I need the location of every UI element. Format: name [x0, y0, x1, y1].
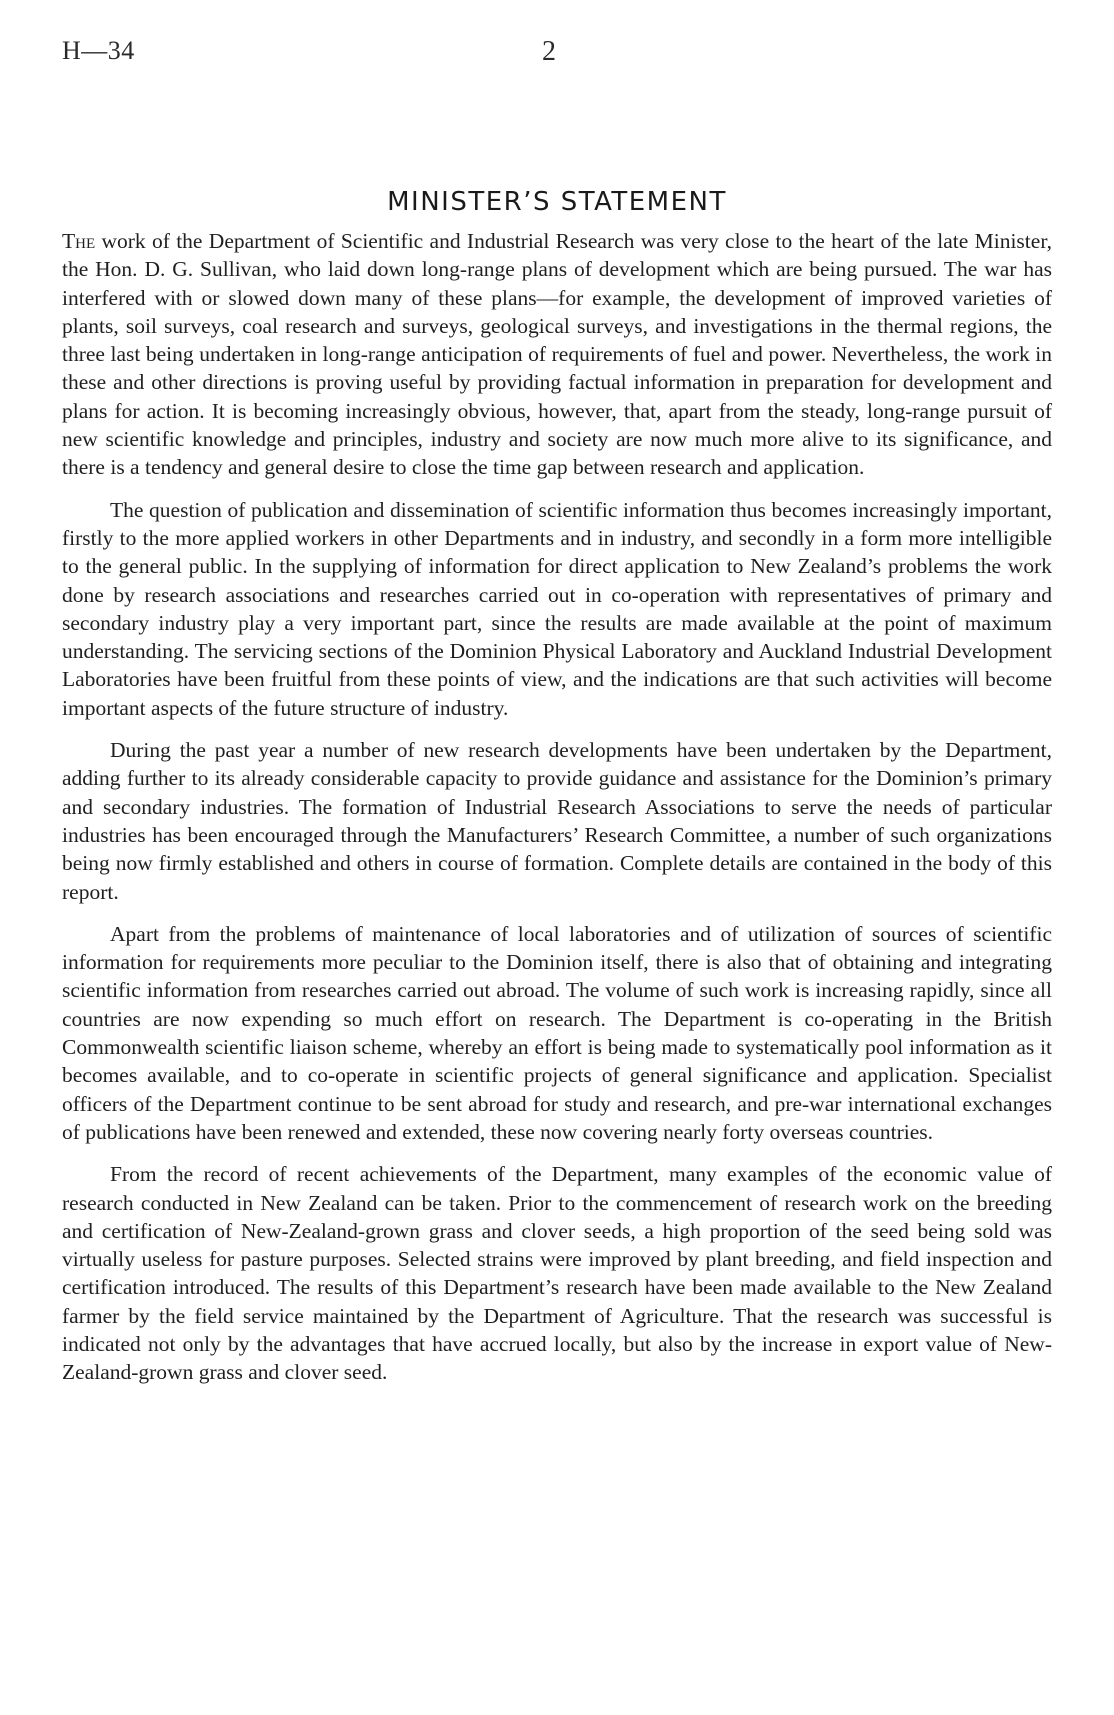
paragraph-3: During the past year a number of new research developments have been undertaken by the Department, adding further to its already considerable capacity to provide guidance and assistance for the Dominion’s primary and secondary industries. The formation of Industrial Research Associations to serve the needs of particular industries has been encouraged through the Manufacturers’ Research Committee, a number of such organizations being now firmly established and others in course of formation. Complete details are contained in the body of this report.: [62, 738, 1052, 904]
paragraph-1-text: work of the Department of Scientific and Industrial Research was very close to the heart of the late Minister, the Hon. D. G. Sullivan, who laid down long-range plans of development which are being pursued. The war has interfered with or slowed down many of these plans—for example, the development of improved varieties of plants, soil surveys, coal research and surveys, geological surveys, and investigations in the thermal regions, the three last being undertaken in long-range anticipation of requirements of fuel and power. Nevertheless, the work in these and other directions is proving useful by providing factual information in preparation for development and plans for action. It is becoming increasingly obvious, however, that, apart from the steady, long-range pursuit of new scientific knowledge and principles, industry and society are now much more alive to its significance, and there is a tendency and general desire to close the time gap between research and application.: [62, 229, 1052, 480]
paragraph-2: The question of publication and dissemination of scientific information thus becomes increasingly important, firstly to the more applied workers in other Departments and in industry, and secondly in a form more intelligible to the general public. In the supplying of information for direct application to New Zealand’s problems the work done by research associations and researches carried out in co-operation with representatives of primary and secondary industry play a very important part, since the results are made available at the point of maximum understanding. The servicing sections of the Dominion Physical Laboratory and Auckland Industrial Development Laboratories have been fruitful from these points of view, and the indications are that such activities will become important aspects of the future structure of industry.: [62, 497, 1052, 720]
paragraph-1: [62, 227, 1052, 482]
paragraph-5: From the record of recent achievements of the Department, many examples of the economic value of research conducted in New Zealand can be taken. Prior to the commencement of research work on the breeding and certification of New-Zealand-grown grass and clover seeds, a high proportion of the seed being sold was virtually useless for pasture purposes. Selected strains were improved by plant breeding, and field inspection and certification introduced. The results of this Department’s research have been made available to the New Zealand farmer by the field service maintained by the Department of Agriculture. That the research was successful is indicated not only by the advantages that have accrued locally, but also by the increase in export value of New-Zealand-grown grass and clover seed.: [62, 1162, 1052, 1385]
page-title: MINISTER’S STATEMENT: [387, 187, 727, 217]
statement-body: [62, 227, 1052, 1401]
document-reference: H—34: [62, 36, 135, 65]
page-number: 2: [542, 36, 556, 67]
paragraph-1-lead: The: [62, 229, 96, 253]
paragraph-4: Apart from the problems of maintenance of local laboratories and of utilization of sources of scientific information for requirements more peculiar to the Dominion itself, there is also that of obtaining and integrating scientific information from researches carried out abroad. The volume of such work is increasing rapidly, since all countries are now expending so much effort on research. The Department is co-operating in the British Commonwealth scientific liaison scheme, whereby an effort is being made to systematically pool information as it becomes available, and to co-operate in scientific projects of general significance and application. Specialist officers of the Department continue to be sent abroad for study and research, and pre-war international exchanges of publications have been renewed and extended, these now covering nearly forty overseas countries.: [62, 921, 1052, 1144]
